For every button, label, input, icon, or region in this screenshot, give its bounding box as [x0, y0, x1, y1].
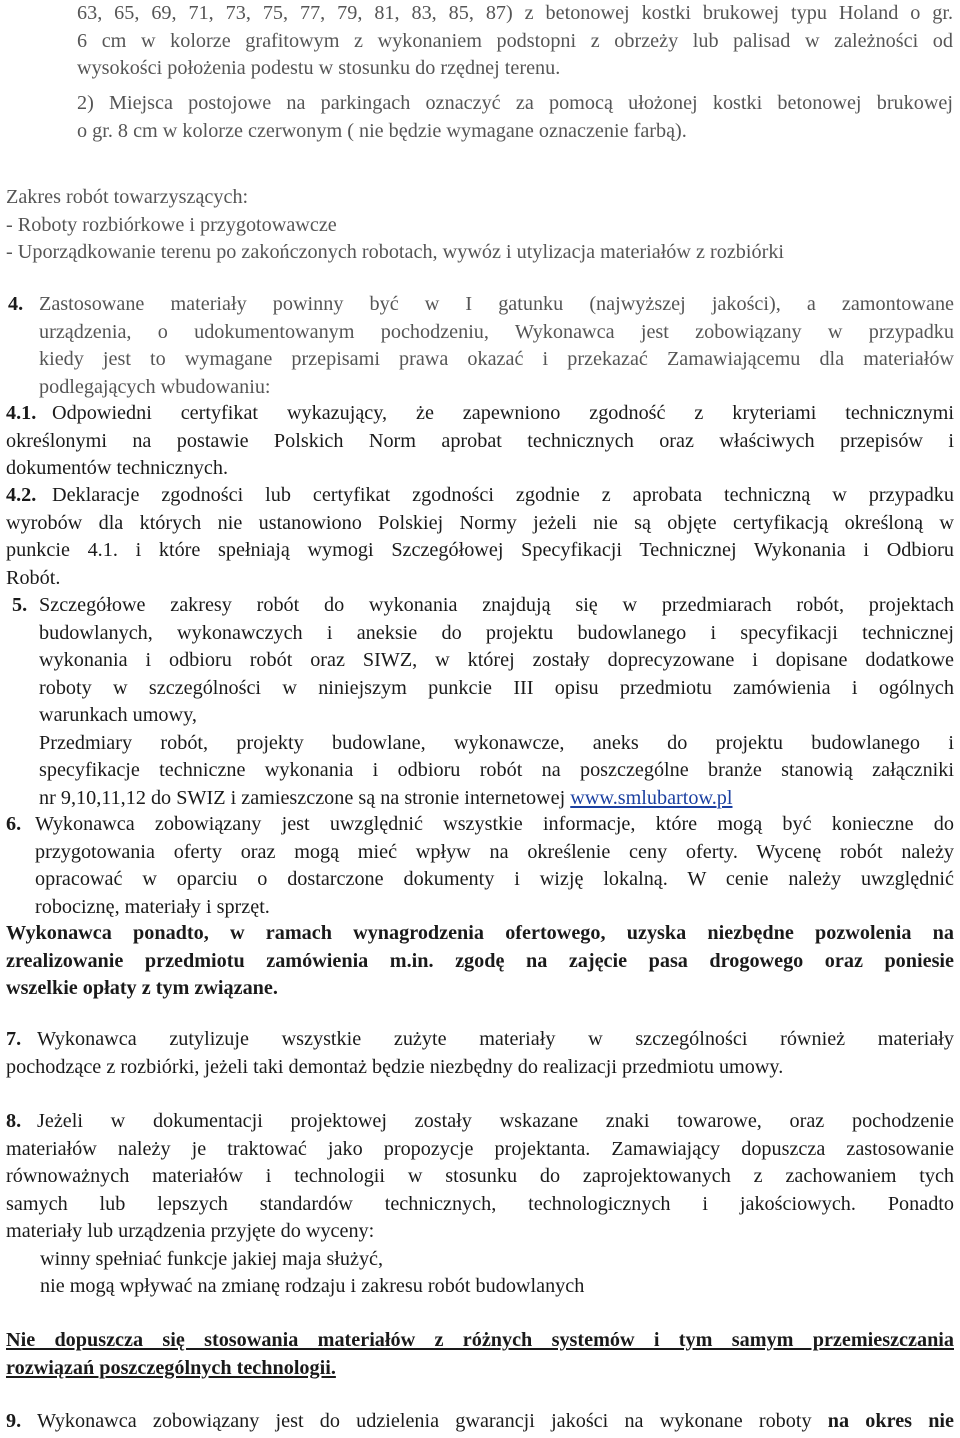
section-8-paragraph	[6, 1108, 954, 1301]
section-number: 4.2.	[6, 484, 37, 506]
section-number: 9.	[6, 1410, 22, 1432]
bold-paragraph	[6, 920, 954, 1003]
section-6-paragraph	[35, 811, 954, 921]
text-line: Przedmiary robót, projekty budowlane, wykonawcze, aneks do projektu budowlanego i	[39, 731, 954, 754]
list-item: - Uporządkowanie terenu po zakończonych robotach, wywóz i utylizacja materiałów z rozbiórki	[6, 241, 785, 263]
text-line: kiedy jest to wymagane przepisami prawa okazać i przekazać Zamawiającemu dla materiałów	[39, 348, 954, 370]
text-line: punkcie 4.1. i które spełniają wymogi Szczegółowej Specyfikacji Technicznej Wykonania i Odbioru	[6, 539, 954, 561]
text-line: dokumentów technicznych.	[6, 457, 228, 479]
text-line: Deklaracje zgodności lub certyfikat zgodności zgodnie z aprobata techniczną w przypadku	[52, 484, 954, 506]
section-4-paragraph	[39, 291, 954, 401]
text-line: 6 cm w kolorze grafitowym z wykonaniem podstopni z obrzeży lub palisad w zależności od	[77, 29, 953, 52]
text-line: warunkach umowy,	[39, 704, 197, 726]
accompanying-works-section	[6, 184, 954, 267]
section-9-paragraph	[6, 1408, 954, 1436]
text-line: specyfikacje techniczne wykonania i odbioru robót na poszczególne branże stanowią załączniki	[39, 759, 954, 781]
text-line: opracować w oparciu o dostarczone dokumenty i wizję lokalną. W cenie należy uwzględnić	[35, 868, 954, 890]
section-number: 4.	[8, 293, 24, 315]
list-item: - Roboty rozbiórkowe i przygotowawcze	[6, 213, 337, 236]
section-heading: Zakres robót towarzyszących:	[6, 186, 249, 208]
text-line: roboty w szczególności w niniejszym punkcie III opisu przedmiotu zamówienia i ogólnych	[39, 676, 954, 699]
section-4-2-paragraph	[6, 482, 954, 592]
text-line: 9. Wykonawca zobowiązany jest do udzielenia gwarancji jakości na wykonane roboty na okres nie	[6, 1410, 955, 1432]
text-line: 2) Miejsca postojowe na parkingach oznaczyć za pomocą ułożonej kostki betonowej brukowej	[77, 92, 953, 114]
text-line: określonymi na postawie Polskich Norm aprobat technicznych oraz właściwych przepisów i	[6, 429, 954, 452]
section-4-1-paragraph	[6, 400, 954, 483]
section-number: 7.	[6, 1028, 22, 1050]
text-line: pochodzące z rozbiórki, jeżeli taki demontaż będzie niezbędny do realizacji przedmiotu umowy.	[6, 1055, 784, 1078]
text-line: Odpowiedni certyfikat wykazujący, że zapewniono zgodność z kryteriami technicznymi	[52, 402, 954, 424]
text-line: nr 9,10,11,12 do SWIZ i zamieszczone są na stronie internetowej www.smlubartow.pl	[39, 786, 733, 809]
text-line: wysokości położenia podestu w stosunku do rzędnej terenu.	[77, 57, 561, 79]
section-5-paragraph	[39, 592, 954, 812]
section-number: 5.	[12, 594, 28, 616]
list-item: winny spełniać funkcje jakiej maja służyć,	[40, 1247, 384, 1270]
section-number: 8.	[6, 1110, 22, 1132]
text-line: materiałów należy je traktować jako propozycje projektanta. Zamawiający dopuszcza zastosowanie	[6, 1137, 954, 1160]
text-line: Wykonawca ponadto, w ramach wynagrodzenia ofertowego, uzyska niezbędne pozwolenia na	[6, 922, 954, 944]
text-line: urządzenia, o udokumentowanym pochodzeniu, Wykonawca jest zobowiązany w przypadku	[39, 320, 954, 343]
intro-paragraph	[77, 0, 953, 83]
text-line: materiały lub urządzenia przyjęte do wyceny:	[6, 1220, 375, 1242]
text-line: równoważnych materiałów i technologii w stosunku do zaprojektowanych z zachowaniem tych	[6, 1165, 954, 1187]
text-line: Zastosowane materiały powinny być w I gatunku (najwyższej jakości), a zamontowane	[39, 293, 954, 315]
text-line: Szczegółowe zakresy robót do wykonania znajdują się w przedmiarach robót, projektach	[39, 594, 954, 616]
text-line: o gr. 8 cm w kolorze czerwonym ( nie będzie wymagane oznaczenie farbą).	[77, 119, 687, 142]
underlined-bold-paragraph	[6, 1327, 954, 1382]
website-link[interactable]: www.smlubartow.pl	[570, 786, 733, 809]
text-line: wyrobów dla których nie ustanowiono Polskiej Normy jeżeli nie są objęte certyfikacją określoną w	[6, 511, 954, 534]
section-number: 4.1.	[6, 402, 37, 424]
text-line: Wykonawca zutylizuje wszystkie zużyte materiały w szczególności również materiały	[37, 1028, 954, 1050]
text-line: rozwiązań poszczególnych technologii.	[6, 1356, 336, 1379]
text-line: wszelkie opłaty z tym związane.	[6, 977, 278, 999]
section-number: 6.	[6, 813, 22, 835]
text-line: 63, 65, 69, 71, 73, 75, 77, 79, 81, 83, 85, 87) z betonowej kostki brukowej typu Holand o gr.	[77, 2, 953, 24]
item-2-paragraph	[77, 90, 953, 145]
text-line: Jeżeli w dokumentacji projektowej zostały wskazane znaki towarowe, oraz pochodzenie	[37, 1110, 954, 1132]
text-line: Nie dopuszcza się stosowania materiałów z różnych systemów i tym samym przemieszczania	[6, 1329, 954, 1351]
text-line: podlegających wbudowaniu:	[39, 375, 271, 398]
text-line: robociznę, materiały i sprzęt.	[35, 895, 270, 918]
text-line: przygotowania oferty oraz mogą mieć wpływ na określenie ceny oferty. Wycenę robót należy	[35, 840, 954, 863]
section-7-paragraph	[6, 1026, 954, 1081]
text-line: Wykonawca zobowiązany jest uwzględnić wszystkie informacje, które mogą być konieczne do	[35, 813, 954, 835]
text-line: zrealizowanie przedmiotu zamówienia m.in. zgodę na zajęcie pasa drogowego oraz poniesie	[6, 949, 954, 972]
text-line: budowlanych, wykonawczych i aneksie do projektu budowlanego i specyfikacji technicznej	[39, 621, 954, 644]
text-line: wykonania i odbioru robót oraz SIWZ, w której zostały doprecyzowane i dopisane dodatkowe	[39, 649, 954, 671]
text-line: Robót.	[6, 566, 61, 589]
list-item: nie mogą wpływać na zmianę rodzaju i zakresu robót budowlanych	[40, 1275, 585, 1297]
text-line: samych lub lepszych standardów technicznych, technologicznych i jakościowych. Ponadto	[6, 1192, 954, 1215]
